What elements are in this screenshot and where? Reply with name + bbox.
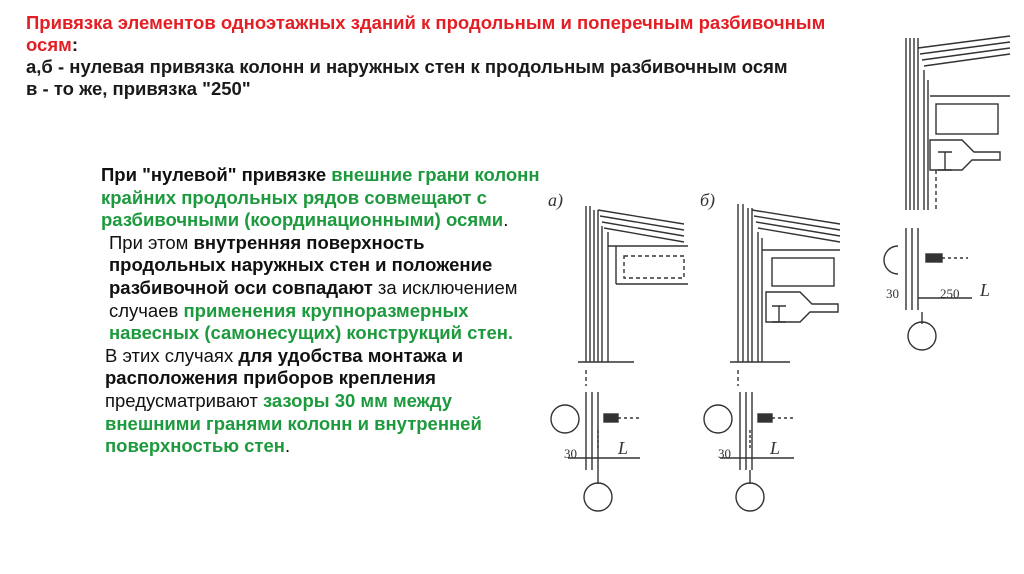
p3-end: . (284, 435, 291, 457)
p2-bold: внутренняя поверхность продольных наружных стен и положение разбивочной оси совпадают (109, 231, 493, 298)
p3-bold: для удобства монтажа и расположения приборов крепления (105, 344, 464, 389)
drawing-a (551, 206, 688, 511)
p2-normal: При этом (109, 231, 194, 253)
p3-normal-2: предусматривают (105, 389, 263, 411)
p2-normal-2: за исключением случаев (109, 276, 518, 321)
dim-30-c: 30 (886, 286, 899, 301)
label-a: а) (548, 190, 563, 210)
title-line-3-prefix: в - (26, 78, 54, 99)
title-line-2: а,б - нулевая привязка колонн и наружных стен к продольным разбивочным осям (26, 56, 788, 77)
p1-end: . (503, 209, 509, 231)
axis-label-a: L (618, 438, 629, 458)
dim-30-a: 30 (564, 446, 577, 461)
p1-green: внешние грани колонн крайних продольных рядов совмещают с разбивочными (координационными) осями (101, 164, 540, 231)
title-red-text: Привязка элементов одноэтажных зданий к продольным и поперечным разбивочным осям (26, 12, 826, 55)
p2-green: применения крупноразмерных навесных (самонесущих) конструкций стен. (109, 299, 514, 344)
drawing-c (884, 36, 1010, 350)
axis-label-b: L (770, 438, 781, 458)
p3-normal: В этих случаях (105, 344, 239, 366)
drawing-b (704, 204, 840, 511)
dim-30-b: 30 (718, 446, 731, 461)
title-line-3-rest: то же, привязка "250" (53, 78, 251, 99)
title-colon: : (71, 34, 78, 55)
p1-bold: При "нулевой" привязке (101, 164, 332, 185)
p3-green: зазоры 30 мм между внешними гранями колонн и внутренней поверхностью стен (105, 389, 482, 457)
label-b: б) (700, 190, 716, 210)
axis-label-c: L (980, 280, 991, 300)
dim-250-c: 250 (940, 286, 960, 301)
